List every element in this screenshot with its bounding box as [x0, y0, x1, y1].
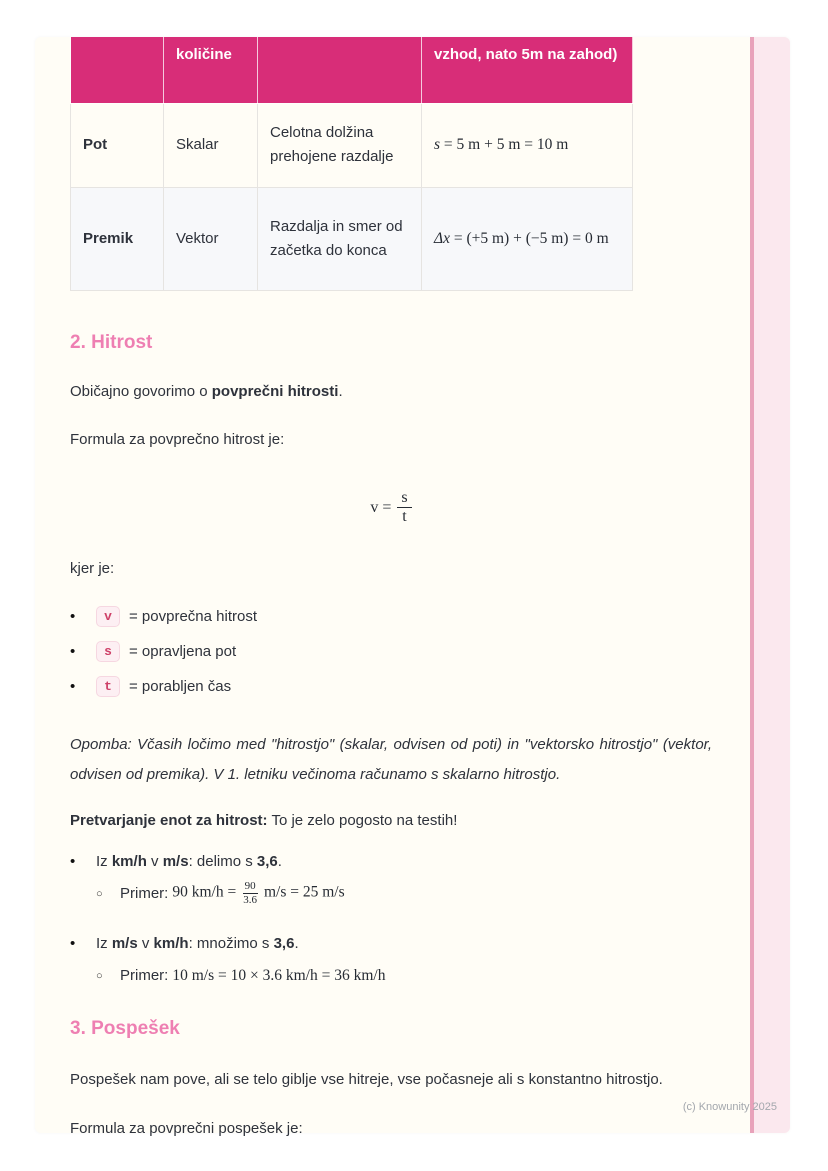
conversion-rule: • Iz m/s v km/h: množimo s 3,6.	[70, 933, 712, 955]
bullet-icon: •	[70, 852, 76, 870]
section-heading-pospesek: 3. Pospešek	[70, 1017, 180, 1039]
fraction: $\frac{s}{t}$	[397, 489, 411, 527]
code-badge-s: s	[96, 641, 120, 662]
bullet-icon: •	[70, 934, 76, 952]
sub-bullet-icon: ○	[96, 969, 103, 982]
variable-desc: = povprečna hitrost	[129, 607, 257, 625]
bullet-icon: •	[70, 607, 76, 625]
list-item	[70, 933, 712, 991]
page-card	[35, 37, 790, 1137]
row-name: Pot	[71, 103, 164, 187]
table-header-cell-example: vzhod, nato 5m na zahod)	[422, 37, 633, 103]
code-badge-v: v	[96, 606, 120, 627]
page-edge-strip	[750, 37, 790, 1133]
bullet-icon: •	[70, 677, 76, 695]
table-header-cell-desc	[258, 37, 422, 103]
row-type: Vektor	[164, 187, 258, 290]
row-desc: Razdalja in smer od začetka do konca	[258, 187, 422, 290]
table-header-cell-quantity: količine	[164, 37, 258, 103]
list-item	[70, 599, 712, 634]
table-row	[71, 187, 633, 290]
example-label: Primer:	[120, 967, 169, 984]
pospesek-paragraph: Pospešek nam pove, ali se telo giblje vse hitreje, vse počasneje ali s konstantno hitrostjo.	[70, 1070, 663, 1088]
example-label: Primer:	[120, 885, 169, 902]
variable-desc: = opravljena pot	[129, 642, 237, 660]
sub-bullet-icon: ○	[96, 887, 103, 900]
fraction: $\frac{90}{3.6}$	[243, 880, 257, 906]
page-content	[70, 37, 712, 1139]
conversion-example	[70, 961, 712, 991]
list-item	[70, 634, 712, 669]
note-paragraph: Opomba: Včasih ločimo med "hitrostjo" (skalar, odvisen od poti) in "vektorsko hitrostjo" (vektor, odvisen od premika). V 1. letniku večinoma računamo s skalarno hitrostjo.	[70, 735, 712, 783]
row-formula: Δx = (+5 m) + (−5 m) = 0 m	[422, 187, 633, 290]
formula-label-pospesek: Formula za povprečni pospešek je:	[70, 1119, 303, 1137]
example-math: 10 m/s = 10 × 3.6 km/h = 36 km/h	[172, 966, 386, 984]
list-item	[70, 669, 712, 704]
table-header-row	[71, 37, 633, 103]
conversion-rule: • Iz km/h v m/s: delimo s 3,6.	[70, 851, 712, 873]
quantities-table	[70, 37, 633, 291]
row-name: Premik	[71, 187, 164, 290]
row-type: Skalar	[164, 103, 258, 187]
row-desc: Celotna dolžina prehojene razdalje	[258, 103, 422, 187]
conversion-example	[70, 879, 712, 909]
row-formula: s = 5 m + 5 m = 10 m	[422, 103, 633, 187]
list-item	[70, 851, 712, 909]
code-badge-t: t	[96, 676, 120, 697]
example-math: 90 km/h = $\frac{90}{3.6}$ m/s = 25 m/s	[172, 880, 345, 906]
variable-desc: = porabljen čas	[129, 677, 232, 695]
section-heading-hitrost: 2. Hitrost	[70, 331, 153, 353]
conversion-list	[70, 851, 712, 991]
intro-paragraph: Običajno govorimo o povprečni hitrosti.	[70, 382, 343, 400]
conversion-intro: Pretvarjanje enot za hitrost: To je zelo pogosto na testih!	[70, 811, 458, 829]
bullet-icon: •	[70, 642, 76, 660]
copyright-text: (c) Knowunity 2025	[682, 1101, 777, 1113]
velocity-formula: v = $\frac{s}{t}$	[70, 480, 712, 536]
table-row	[71, 103, 633, 187]
formula-label: Formula za povprečno hitrost je:	[70, 430, 285, 448]
table-header-cell-name	[71, 37, 164, 103]
where-label: kjer je:	[70, 559, 115, 577]
variable-list	[70, 599, 712, 704]
